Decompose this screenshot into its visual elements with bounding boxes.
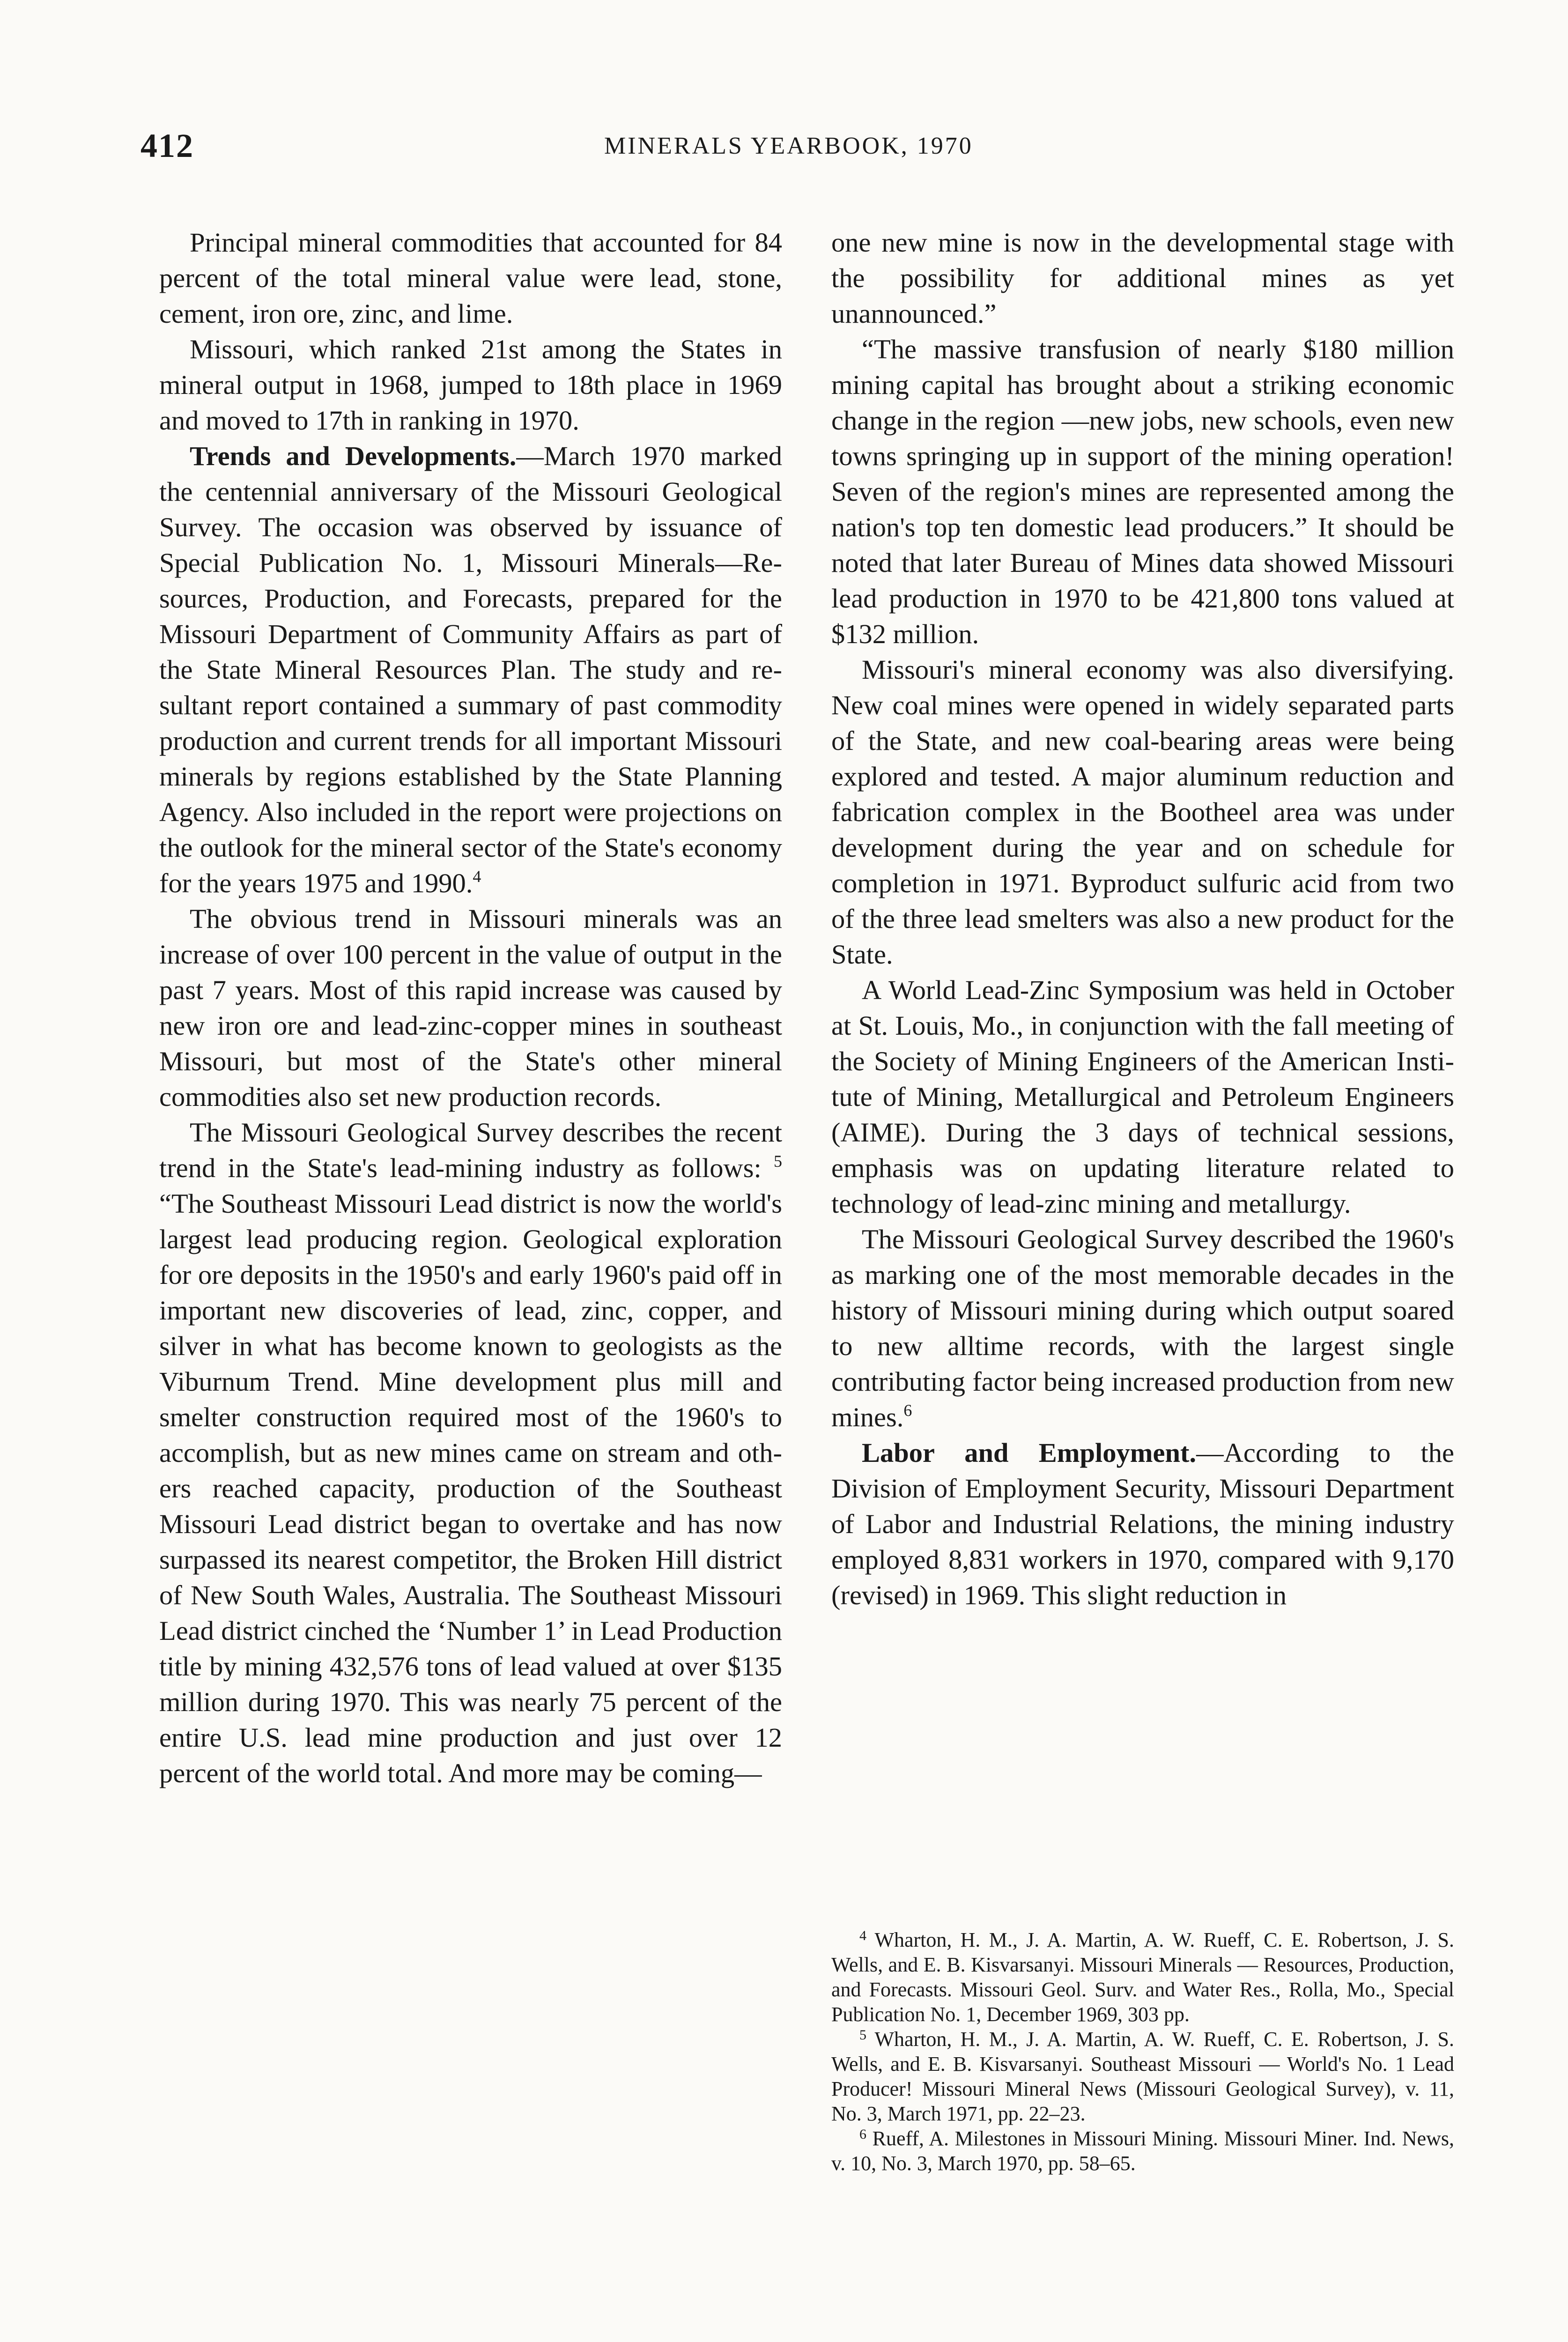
footnote-ref: 4 <box>473 867 481 886</box>
page-number: 412 <box>141 127 194 164</box>
running-head: MINERALS YEARBOOK, 1970 <box>604 133 973 159</box>
paragraph: The obvious trend in Missouri minerals was an increase of over 100 percent in the value of output in the past 7 years. Most of this rapid increase was caused by new iron ore and lead-zinc-copper mines in southeast Missouri, but most of the State's other mineral commodities also set new production records. <box>159 904 782 1112</box>
paragraph-text: —March 1970 marked the centennial anniversary of the Missouri Geological Survey. The occasion was observed by issuance of Special Publication No. 1, Missouri Minerals—Resources, Production, and Forecasts, prepared for the Missouri Department of Community Affairs as part of the State Mineral Resources Plan. The study and resultant report contained a summary of past commodity production and current trends for all important Missouri minerals by regions established by the State Planning Agency. Also included in the report were projections on the outlook for the mineral sector of the State's economy for the years 1975 and 1990. <box>159 441 782 898</box>
left-column <box>159 225 782 1791</box>
footnote-ref: 6 <box>903 1401 912 1420</box>
paragraph-quote: “The Southeast Missouri Lead district is now the world's largest lead producing region. Geological exploration for ore deposits in the 1950's and early 1960's paid off in important new discoveries of lead, zinc, copper, and silver in what has become known to geologists as the Viburnum Trend. Mine development plus mill and smelter construction required most of the 1960's to accomplish, but as new mines came on stream and others reached capacity, production of the Southeast Missouri Lead district began to overtake and has now surpassed its nearest competitor, the Broken Hill district of New South Wales, Australia. The Southeast Missouri Lead district cinched the ‘Number 1’ in Lead Production title by mining 432,576 tons of lead valued at over $135 million during 1970. This was nearly 75 percent of the entire U.S. lead mine production and just over 12 percent of the world total. And more may be coming— <box>159 1188 782 1788</box>
footnote <box>831 1927 1454 2027</box>
paragraph-text: —According to the Division of Employment Security, Missouri Department of Labor and Industrial Relations, the mining industry employed 8,831 workers in 1970, compared with 9,170 (revised) in 1969. This slight reduction in <box>831 1438 1454 1610</box>
paragraph <box>831 1222 1454 1435</box>
paragraph: “The massive transfusion of nearly $180 million mining capital has brought about a striking economic change in the region —new jobs, new schools, even new towns springing up in support of the mining operation! Seven of the region's mines are represented among the nation's top ten domestic lead producers.” It should be noted that later Bureau of Mines data showed Missouri lead production in 1970 to be 421,800 tons valued at $132 million. <box>831 334 1454 649</box>
footnote <box>831 2027 1454 2126</box>
footnote-mark: 4 <box>859 1928 866 1943</box>
footnote-text: Rueff, A. Milestones in Missouri Mining. Missouri Miner. Ind. News, v. 10, No. 3, March 1970, pp. 58–65. <box>831 2127 1454 2175</box>
right-column <box>831 225 1454 1613</box>
paragraph: Principal mineral commodities that accounted for 84 percent of the total mineral value were lead, stone, cement, iron ore, zinc, and lime. <box>159 227 782 329</box>
paragraph <box>159 438 782 901</box>
footnote-ref: 5 <box>774 1152 783 1171</box>
footnote-text: Wharton, H. M., J. A. Martin, A. W. Rueff, C. E. Robertson, J. S. Wells, and E. B. Kisvarsanyi. Missouri Minerals — Resources, Production, and Forecasts. Missouri Geol. Surv. and Water Res., Rolla, Mo., Special Publication No. 1, December 1969, 303 pp. <box>831 1928 1454 2026</box>
footnotes <box>831 1927 1454 2176</box>
paragraph <box>159 1115 782 1791</box>
paragraph: Missouri's mineral economy was also diversifying. New coal mines were opened in widely separated parts of the State, and new coal-bearing areas were being explored and tested. A major aluminum reduction and fabrication complex in the Bootheel area was under development during the year and on schedule for completion in 1971. Byproduct sulfuric acid from two of the three lead smelters was also a new product for the State. <box>831 654 1454 970</box>
paragraph-text: The Missouri Geological Survey described the 1960's as marking one of the most memorable decades in the history of Missouri mining during which output soared to new alltime records, with the largest single contributing factor being increased production from new mines. <box>831 1224 1454 1432</box>
paragraph: one new mine is now in the developmental stage with the possibility for additional mines as yet unannounced.” <box>831 227 1454 329</box>
paragraph: A World Lead-Zinc Symposium was held in October at St. Louis, Mo., in conjunction with the fall meeting of the Society of Mining Engineers of the American Institute of Mining, Metallurgical and Petroleum Engineers (AIME). During the 3 days of technical sessions, emphasis was on updating literature related to technology of lead-zinc mining and metallurgy. <box>831 975 1454 1219</box>
footnote <box>831 2126 1454 2176</box>
section-heading-labor: Labor and Employment. <box>862 1438 1197 1468</box>
footnote-text: Wharton, H. M., J. A. Martin, A. W. Rueff, C. E. Robertson, J. S. Wells, and E. B. Kisvarsanyi. Southeast Missouri — World's No. 1 Lead Producer! Missouri Mineral News (Missouri Geological Survey), v. 11, No. 3, March 1971, pp. 22–23. <box>831 2028 1454 2125</box>
paragraph: Missouri, which ranked 21st among the States in mineral output in 1968, jumped to 18th place in 1969 and moved to 17th in ranking in 1970. <box>159 334 782 436</box>
footnote-mark: 6 <box>859 2127 866 2142</box>
paragraph-text: The Missouri Geological Survey describes the recent trend in the State's lead-mining industry as follows: <box>159 1117 782 1183</box>
footnote-mark: 5 <box>859 2027 866 2043</box>
section-heading-trends: Trends and Developments. <box>190 441 517 471</box>
paragraph <box>831 1435 1454 1613</box>
